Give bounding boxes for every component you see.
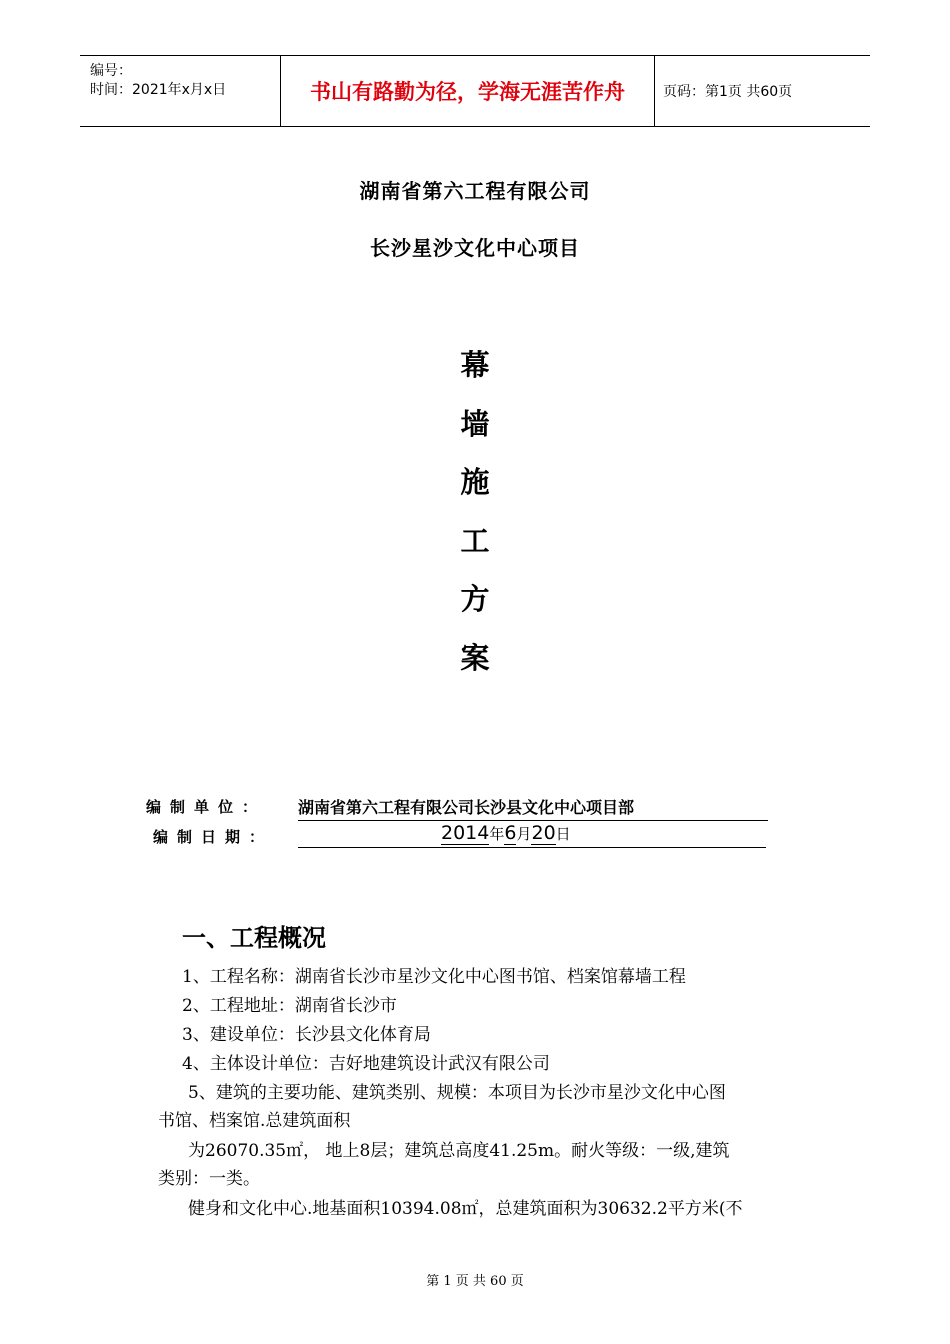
title-char: 施 (460, 465, 490, 499)
title-char: 墙 (460, 407, 490, 441)
page-header (80, 55, 870, 127)
overview-item: 书馆、档案馆.总建筑面积 (158, 1111, 351, 1131)
date-year-unit: 年 (489, 825, 505, 843)
title-char: 案 (460, 641, 490, 675)
date-underline (298, 847, 766, 848)
title-char: 幕 (460, 348, 490, 382)
unit-value: 湖南省第六工程有限公司长沙县文化中心项目部 (298, 795, 768, 821)
date-month-unit: 月 (516, 825, 532, 843)
title-char: 方 (460, 582, 490, 616)
header-page-info: 页码：第1页 共60页 (663, 84, 793, 100)
title-char: 工 (460, 524, 490, 558)
overview-item: 2、工程地址：湖南省长沙市 (182, 996, 397, 1016)
section-title: 一、工程概况 (182, 924, 326, 952)
date-month: 6 (504, 822, 517, 844)
date-year: 2014 (441, 822, 490, 844)
date-day-unit: 日 (555, 825, 571, 843)
overview-item: 为26070.35㎡， 地上8层；建筑总高度41.25m。耐火等级：一级,建筑 (188, 1141, 730, 1161)
overview-item: 健身和文化中心.地基面积10394.08㎡，总建筑面积为30632.2平方米(不 (188, 1199, 743, 1219)
company-name: 湖南省第六工程有限公司 (359, 179, 591, 203)
overview-item: 4、主体设计单位：吉好地建筑设计武汉有限公司 (182, 1054, 550, 1074)
overview-item: 5、建筑的主要功能、建筑类别、规模：本项目为长沙市星沙文化中心图 (188, 1083, 726, 1103)
date-day: 20 (531, 822, 556, 844)
date-label: 编制日期： (153, 828, 274, 846)
time-label: 时间：2021年x月x日 (90, 82, 227, 98)
header-meta (80, 56, 281, 126)
unit-label: 编制单位： (146, 798, 267, 816)
overview-item: 1、工程名称：湖南省长沙市星沙文化中心图书馆、档案馆幕墙工程 (182, 967, 686, 987)
project-name: 长沙星沙文化中心项目 (370, 236, 580, 260)
number-label: 编号： (90, 63, 132, 79)
header-motto: 书山有路勤为径，学海无涯苦作舟 (281, 56, 655, 126)
page-footer: 第 1 页 共 60 页 (426, 1274, 524, 1289)
overview-item: 类别：一类。 (158, 1169, 260, 1189)
date-value (441, 822, 571, 844)
overview-item: 3、建设单位：长沙县文化体育局 (182, 1025, 431, 1045)
